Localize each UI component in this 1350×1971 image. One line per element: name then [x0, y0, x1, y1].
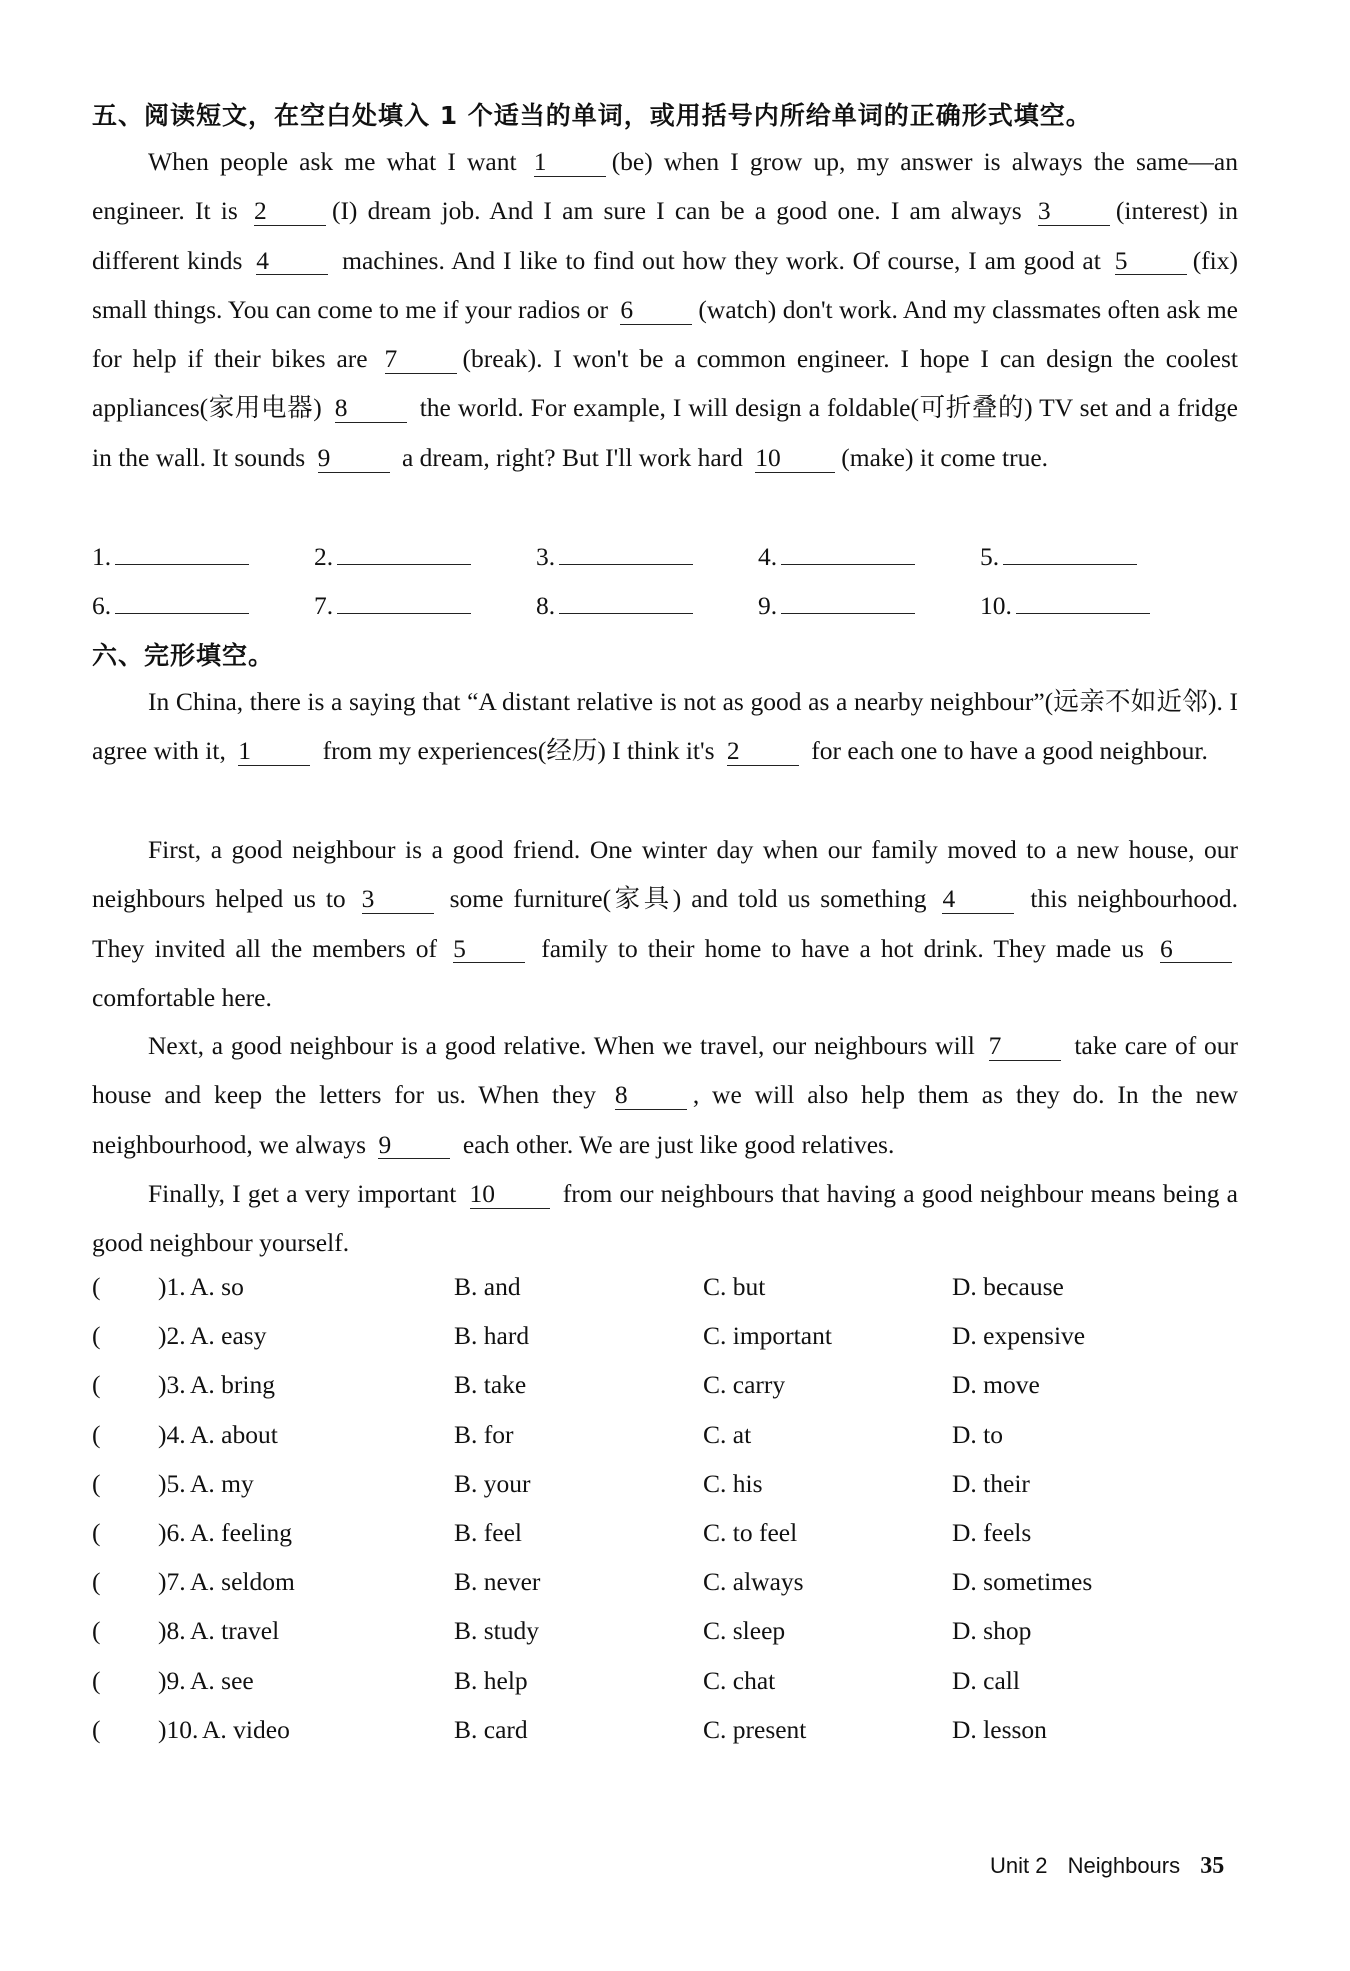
cloze-question-row	[92, 1518, 1192, 1558]
cloze-text: each other. We are just like good relatives.	[456, 1129, 895, 1159]
cloze-question-row	[92, 1370, 1192, 1410]
section-6-paragraph-2	[92, 825, 1238, 1022]
answer-line[interactable]	[781, 587, 915, 614]
answer-label: 2.	[314, 542, 334, 571]
answer-line[interactable]	[115, 587, 249, 614]
reading-text: (watch) don't work. And my classmates often ask me for help if their bikes are	[92, 294, 1238, 374]
option-c: C. chat	[703, 1665, 776, 1695]
option-a: A. video	[202, 1714, 290, 1744]
reading-blank-7[interactable]: 7	[385, 346, 457, 374]
answer-label: 10.	[980, 591, 1012, 620]
answer-item	[980, 538, 1137, 572]
reading-blank-1[interactable]: 1	[534, 149, 606, 177]
answer-line[interactable]	[1003, 538, 1137, 565]
answer-line[interactable]	[781, 538, 915, 565]
section-5-passage	[92, 137, 1238, 482]
question-number: )4.	[158, 1419, 186, 1449]
option-c: C. to feel	[703, 1518, 798, 1547]
cloze-text: take care of our house and keep the letters for us. When they	[92, 1031, 1238, 1110]
answer-bracket[interactable]: (	[92, 1370, 101, 1400]
option-a: A. so	[190, 1272, 244, 1301]
question-number: )2.	[158, 1321, 186, 1351]
option-d: D. lesson	[952, 1714, 1047, 1744]
option-a: A. feeling	[190, 1518, 292, 1547]
answer-line[interactable]	[115, 538, 249, 565]
question-number: )7.	[158, 1567, 186, 1597]
option-d: D. feels	[952, 1518, 1032, 1547]
question-number: )9.	[158, 1665, 186, 1695]
option-d: D. expensive	[952, 1321, 1086, 1351]
question-number: )6.	[158, 1518, 186, 1547]
question-number: )8.	[158, 1616, 186, 1646]
option-b: B. for	[454, 1419, 514, 1449]
answer-item	[536, 538, 693, 572]
cloze-blank-7[interactable]: 7	[989, 1033, 1061, 1061]
footer-title: Neighbours	[1067, 1853, 1181, 1878]
option-c: C. always	[703, 1567, 804, 1597]
reading-text: (be) when I grow up, my answer is always the same—an engineer. It is	[92, 147, 1238, 226]
cloze-question-row	[92, 1616, 1192, 1656]
answer-bracket[interactable]: (	[92, 1714, 101, 1744]
footer-unit: Unit 2	[990, 1853, 1048, 1878]
reading-blank-6[interactable]: 6	[620, 297, 692, 325]
answer-label: 9.	[758, 591, 778, 620]
cloze-text: some furniture(家具) and told us something	[439, 884, 937, 914]
cloze-text: for each one to have a good neighbour.	[804, 736, 1208, 766]
reading-blank-5[interactable]: 5	[1115, 248, 1187, 276]
answer-label: 1.	[92, 542, 112, 571]
reading-blank-2[interactable]: 2	[254, 198, 326, 226]
cloze-question-row	[92, 1321, 1192, 1361]
cloze-text: this neighbourhood. They invited all the members of	[92, 884, 1238, 963]
answer-item	[314, 587, 471, 621]
option-d: D. call	[952, 1665, 1020, 1695]
answer-bracket[interactable]: (	[92, 1321, 101, 1351]
answer-item	[92, 538, 249, 572]
cloze-blank-1[interactable]: 1	[238, 738, 310, 766]
question-number: )10.	[158, 1714, 199, 1744]
cloze-text: from my experiences(经历) I think it's	[316, 736, 721, 766]
reading-blank-8[interactable]: 8	[335, 395, 407, 423]
cloze-text: Next, a good neighbour is a good relative. When we travel, our neighbours will	[148, 1031, 983, 1060]
option-c: C. but	[703, 1272, 766, 1301]
cloze-blank-8[interactable]: 8	[615, 1082, 687, 1110]
cloze-blank-6[interactable]: 6	[1160, 936, 1232, 964]
option-a: A. easy	[190, 1321, 267, 1351]
answer-label: 8.	[536, 591, 556, 620]
question-number: )1.	[158, 1272, 186, 1301]
section-6-paragraph-3	[92, 1021, 1238, 1169]
cloze-blank-9[interactable]: 9	[378, 1132, 450, 1160]
cloze-blank-5[interactable]: 5	[453, 936, 525, 964]
cloze-question-row	[92, 1715, 1192, 1755]
reading-text: (I) dream job. And I am sure I can be a good one. I am always	[331, 196, 1032, 226]
cloze-text: In China, there is a saying that “A distant relative is not as good as a nearby neighbour”(远亲不如近邻). I agree with it,	[92, 687, 1238, 766]
option-c: C. important	[703, 1321, 832, 1351]
answer-line[interactable]	[337, 587, 471, 614]
reading-blank-10[interactable]: 10	[755, 445, 835, 473]
option-b: B. take	[454, 1370, 527, 1400]
option-b: B. and	[454, 1272, 521, 1301]
section-6-paragraph-4	[92, 1169, 1238, 1268]
answer-bracket[interactable]: (	[92, 1468, 101, 1498]
cloze-question-row	[92, 1469, 1192, 1509]
section-5-heading: 五、阅读短文，在空白处填入 1 个适当的单词，或用括号内所给单词的正确形式填空。	[92, 101, 1092, 130]
cloze-blank-3[interactable]: 3	[362, 886, 434, 914]
option-a: A. see	[190, 1665, 254, 1695]
cloze-text: from our neighbours that having a good neighbour means being a good neighbour yourself.	[92, 1179, 1238, 1258]
option-a: A. travel	[190, 1616, 280, 1646]
reading-blank-3[interactable]: 3	[1038, 198, 1110, 226]
page-number: 35	[1200, 1853, 1225, 1879]
answer-item	[314, 538, 471, 572]
answer-label: 3.	[536, 542, 556, 571]
option-c: C. present	[703, 1714, 807, 1744]
option-d: D. sometimes	[952, 1567, 1093, 1597]
answer-line[interactable]	[337, 538, 471, 565]
answer-label: 4.	[758, 542, 778, 571]
cloze-blank-10[interactable]: 10	[470, 1181, 550, 1209]
answer-bracket[interactable]: (	[92, 1616, 101, 1646]
cloze-text: family to their home to have a hot drink. They made us	[531, 933, 1154, 963]
option-b: B. your	[454, 1468, 531, 1498]
answer-label: 5.	[980, 542, 1000, 571]
cloze-question-row	[92, 1567, 1192, 1607]
cloze-text: First, a good neighbour is a good friend. One winter day when our family moved to a new house, our neighbours helped us to	[92, 835, 1238, 914]
cloze-question-row	[92, 1666, 1192, 1706]
reading-text: a dream, right? But I'll work hard	[395, 442, 750, 472]
section-6-paragraph-1	[92, 677, 1238, 776]
reading-text: the world. For example, I will design a foldable(可折叠的) TV set and a fridge in the wall. It sounds	[92, 393, 1238, 472]
section-6-heading: 六、完形填空。	[92, 641, 275, 670]
reading-blank-9[interactable]: 9	[318, 445, 390, 473]
cloze-question-row	[92, 1420, 1192, 1460]
cloze-question-row	[92, 1272, 1192, 1312]
answer-item	[92, 587, 249, 621]
answer-label: 6.	[92, 591, 112, 620]
answer-item	[758, 587, 915, 621]
option-d: D. their	[952, 1468, 1030, 1498]
answer-bracket[interactable]: (	[92, 1518, 101, 1547]
answer-bracket[interactable]: (	[92, 1419, 101, 1449]
option-b: B. card	[454, 1714, 528, 1744]
question-number: )3.	[158, 1370, 186, 1400]
option-a: A. about	[190, 1419, 278, 1449]
answer-bracket[interactable]: (	[92, 1272, 101, 1301]
reading-text: machines. And I like to find out how they work. Of course, I am good at	[334, 245, 1109, 275]
cloze-text: Finally, I get a very important	[148, 1179, 464, 1208]
reading-text: When people ask me what I want	[148, 147, 528, 176]
cloze-blank-4[interactable]: 4	[942, 886, 1014, 914]
option-b: B. feel	[454, 1518, 522, 1547]
option-d: D. shop	[952, 1616, 1032, 1646]
cloze-text: comfortable here.	[92, 982, 272, 1012]
option-a: A. my	[190, 1468, 254, 1498]
cloze-blank-2[interactable]: 2	[727, 738, 799, 766]
answer-line[interactable]	[559, 587, 693, 614]
cloze-text: , we will also help them as they do. In the new neighbourhood, we always	[92, 1080, 1238, 1159]
option-b: B. hard	[454, 1321, 530, 1351]
option-b: B. never	[454, 1567, 541, 1597]
answer-label: 7.	[314, 591, 334, 620]
option-d: D. to	[952, 1419, 1003, 1449]
answer-item	[980, 587, 1150, 621]
option-b: B. study	[454, 1616, 540, 1646]
reading-text: (break). I won't be a common engineer. I hope I can design the coolest appliances(家用电器)	[92, 344, 1239, 423]
question-number: )5.	[158, 1468, 186, 1498]
option-c: C. carry	[703, 1370, 786, 1400]
answer-bracket[interactable]: (	[92, 1567, 101, 1597]
option-c: C. at	[703, 1419, 752, 1449]
option-c: C. sleep	[703, 1616, 786, 1646]
reading-blank-4[interactable]: 4	[256, 248, 328, 276]
answer-line[interactable]	[1016, 587, 1150, 614]
option-a: A. seldom	[190, 1567, 295, 1597]
option-c: C. his	[703, 1468, 763, 1498]
option-d: D. because	[952, 1272, 1064, 1301]
answer-item	[758, 538, 915, 572]
reading-text: (fix) small things. You can come to me if your radios or	[92, 245, 1238, 324]
answer-line[interactable]	[559, 538, 693, 565]
option-a: A. bring	[190, 1370, 275, 1400]
reading-text: (make) it come true.	[841, 442, 1049, 472]
answer-item	[536, 587, 693, 621]
option-d: D. move	[952, 1370, 1040, 1400]
reading-text: (interest) in different kinds	[92, 196, 1238, 275]
answer-bracket[interactable]: (	[92, 1665, 101, 1695]
page-footer	[990, 1853, 1224, 1880]
option-b: B. help	[454, 1665, 528, 1695]
